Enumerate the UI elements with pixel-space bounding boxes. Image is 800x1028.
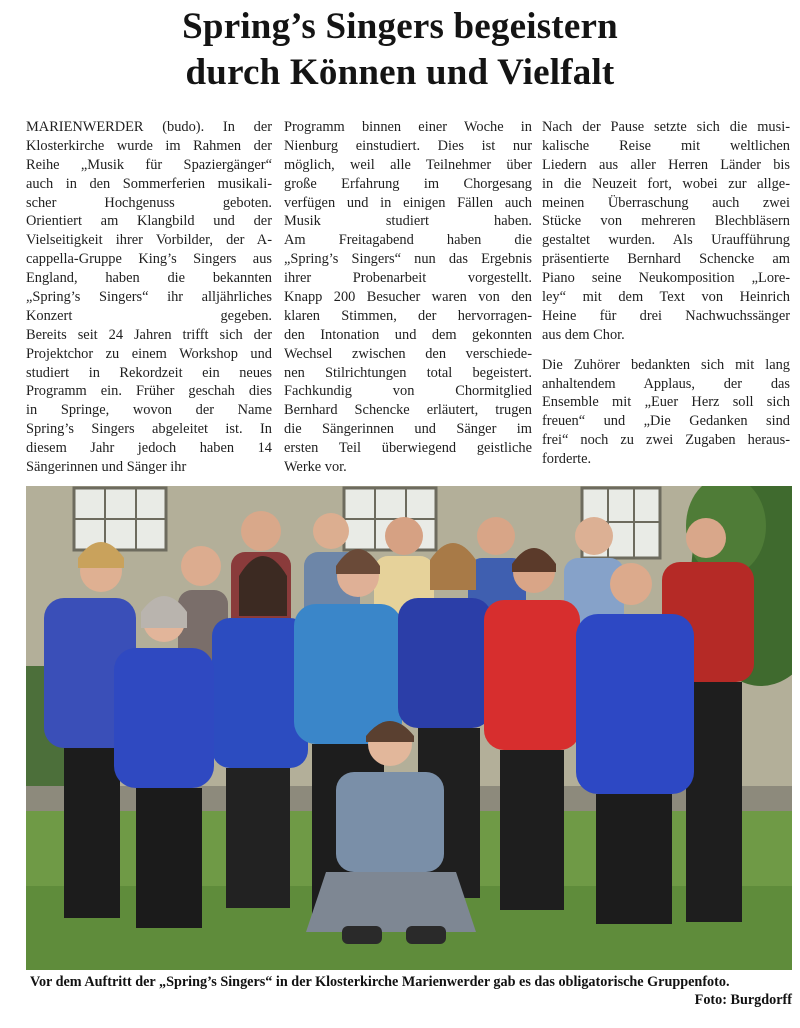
article-line: in die Neuzeit fort, wobei zur allge- <box>542 175 790 192</box>
article-line: frei“ noch zu zwei Zugaben heraus- <box>542 432 790 449</box>
article-line: in Springe, wovon der Name <box>26 402 272 419</box>
article-line: Reihe „Musik für Spaziergänger“ <box>26 156 272 173</box>
article-line: kalische Reise mit weltlichen <box>542 137 790 154</box>
paragraph-gap <box>542 345 790 356</box>
photo-credit: Foto: Burgdorff <box>694 992 792 1008</box>
headline-line-2: durch Können und Vielfalt <box>185 52 615 93</box>
article-line: Liedern aus aller Herren Länder bis <box>542 156 790 173</box>
article-line: die Sängerinnen und Sänger im <box>284 421 532 438</box>
article-line: diesem Jahr jedoch haben 14 <box>26 440 272 457</box>
article-line: Knapp 200 Besucher waren von den <box>284 289 532 306</box>
article-line: Die Zuhörer bedankten sich mit lang <box>542 356 790 373</box>
article-line: England, haben die bekannten <box>26 270 272 287</box>
group-photo-illustration <box>26 486 792 970</box>
article-line: Sängerinnen und Sänger ihr <box>26 459 187 474</box>
article-line: Spring’s Singers abgeleitet ist. In <box>26 421 272 438</box>
article-line: große Erfahrung im Chorgesang <box>284 175 532 192</box>
article-line: Wechsel zwischen den verschiede- <box>284 345 532 362</box>
article-line: Musik studiert haben. <box>284 213 532 230</box>
article-line: nen Stilrichtungen total begeistert. <box>284 364 532 381</box>
article-line: forderte. <box>542 451 592 468</box>
article-line: Piano seine Neukomposition „Lore- <box>542 270 790 287</box>
article-line: Nienburg einstudiert. Dies ist nur <box>284 137 532 154</box>
article-line: Orientiert am Klangbild und der <box>26 213 272 230</box>
article-line: freuen“ und „Die Gedanken sind <box>542 413 790 430</box>
article-line: möglich, weil alle Teilnehmer über <box>284 156 532 173</box>
article-line: Fachkundig von Chormitglied <box>284 383 532 400</box>
article-line: „Spring’s Singers“ nun das Ergebnis <box>284 251 532 268</box>
article-line: Klosterkirche wurde im Rahmen der <box>26 137 272 154</box>
article-line: Programm binnen einer Woche in <box>284 119 532 135</box>
article-line: Vielseitigkeit ihrer Vorbilder, der A- <box>26 232 272 249</box>
article-line: Bereits seit 24 Jahren trifft sich der <box>26 326 272 343</box>
article-line: ihrer Probenarbeit vorgestellt. <box>284 270 532 287</box>
article-line: cappella-Gruppe King’s Singers aus <box>26 251 272 268</box>
article-line: Konzert gegeben. <box>26 307 272 324</box>
article-body <box>26 118 790 474</box>
article-line: gestaltet wurden. Als Uraufführung <box>542 232 790 249</box>
headline <box>0 4 800 96</box>
headline-line-1: Spring’s Singers begeistern <box>182 6 618 47</box>
article-line: anhaltendem Applaus, der das <box>542 375 790 392</box>
article-line: präsentierte Bernhard Schencke am <box>542 251 790 268</box>
article-line: Am Freitagabend haben die <box>284 232 532 249</box>
article-line: Werke vor. <box>284 459 347 474</box>
caption-text: Vor dem Auftritt der „Spring’s Singers“ in der Klosterkirche Marienwerder gab es das obligatorische Gruppenfoto. <box>30 974 730 990</box>
article-column-1 <box>26 118 272 474</box>
article-line: aus dem Chor. <box>542 326 625 343</box>
article-line: verfügen und in einigen Fällen auch <box>284 194 532 211</box>
article-line: studiert in Rekordzeit ein neues <box>26 364 272 381</box>
article-line: MARIENWERDER (budo). In der <box>26 119 272 135</box>
article-line: Ensemble mit „Euer Herz soll sich <box>542 394 790 411</box>
group-photo <box>26 486 792 970</box>
article-line: „Spring’s Singers“ ihr alljährliches <box>26 289 272 306</box>
article-line: ersten Teil überwiegend geistliche <box>284 440 532 457</box>
photo-caption <box>30 973 792 1008</box>
article-line: den Intonation und dem gekonnten <box>284 326 532 343</box>
article-column-3 <box>542 118 790 474</box>
article-column-2 <box>284 118 532 474</box>
article-line: Projektchor zu einem Workshop und <box>26 345 272 362</box>
article-line: meinen Überraschung auch zwei <box>542 194 790 211</box>
article-line: klaren Stimmen, der hervorragen- <box>284 307 532 324</box>
article-line: Heine für drei Nachwuchssänger <box>542 307 790 324</box>
article-line: Nach der Pause setzte sich die musi- <box>542 119 790 135</box>
article-line: Bernhard Schencke erläutert, trugen <box>284 402 532 419</box>
article-line: Stücke von mehreren Blechbläsern <box>542 213 790 230</box>
article-line: scher Hochgenuss geboten. <box>26 194 272 211</box>
article-line: Programm ein. Früher geschah dies <box>26 383 272 400</box>
article-line: auch in den Sommerferien musikali- <box>26 175 272 192</box>
article-line: ley“ mit dem Text von Heinrich <box>542 289 790 306</box>
